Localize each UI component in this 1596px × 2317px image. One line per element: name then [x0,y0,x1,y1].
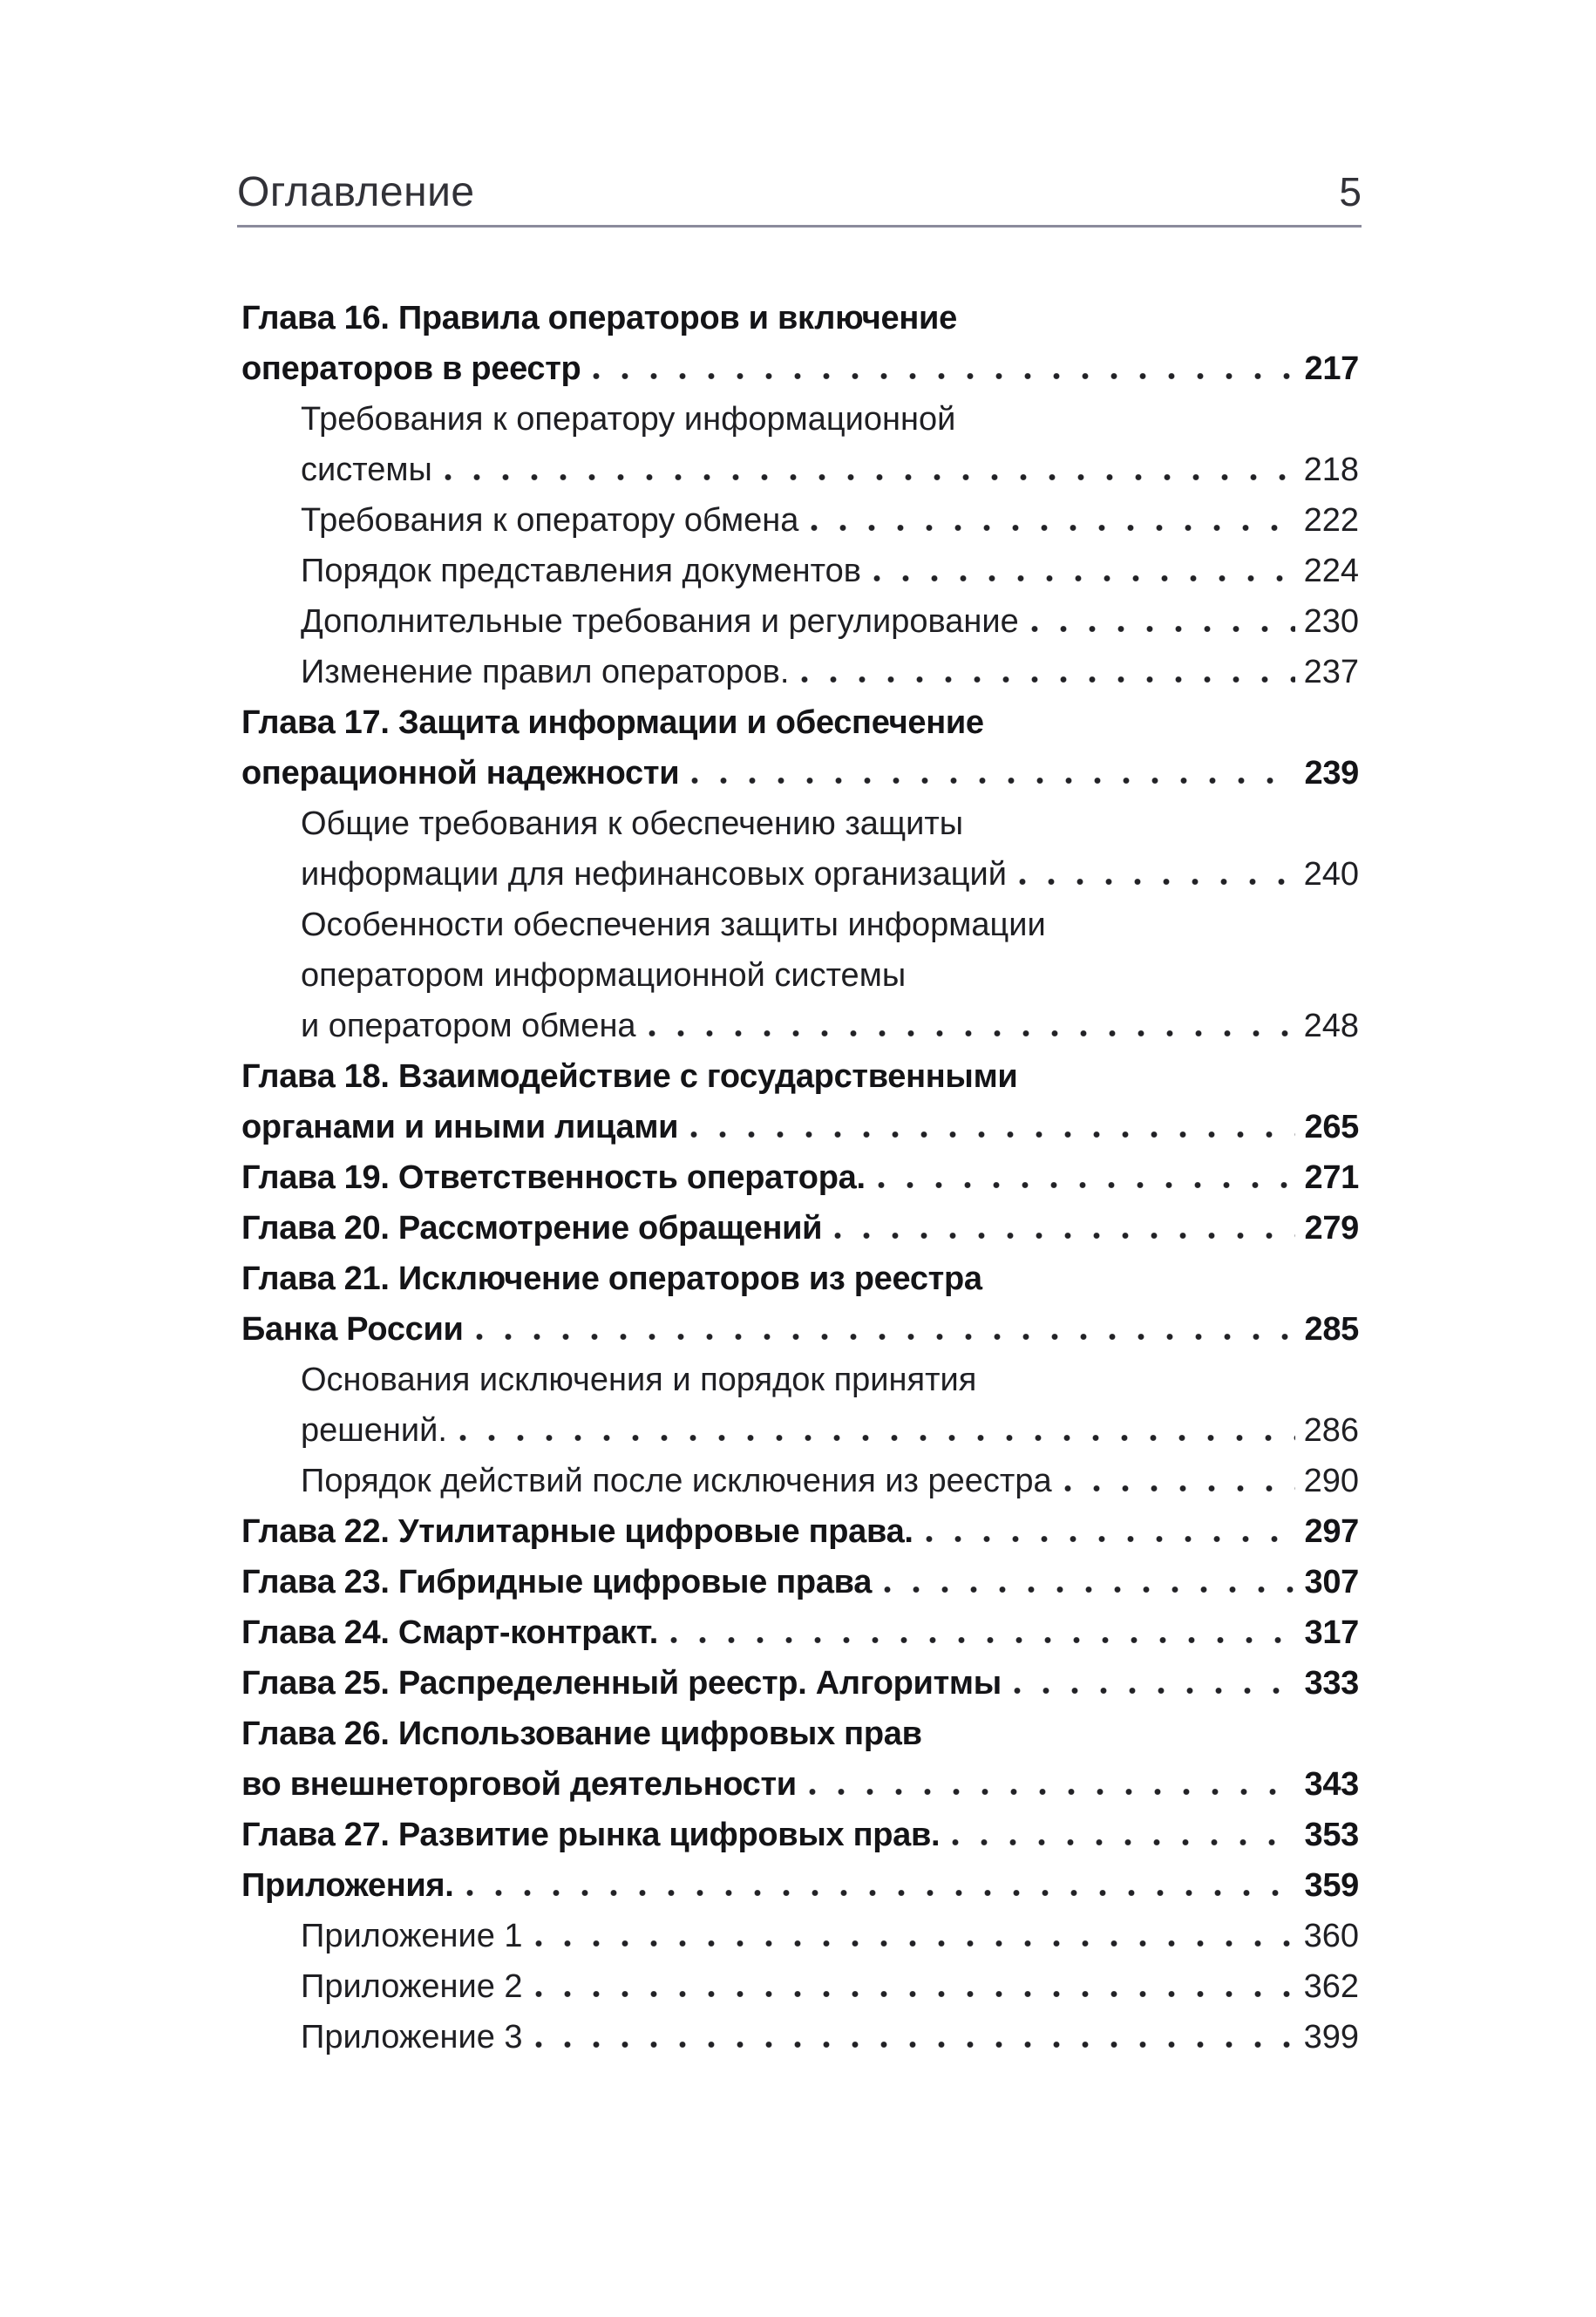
dot-leader [459,1435,1295,1441]
toc-entry [241,1557,1359,1607]
toc-entry-title: Требования к оператору обмена [301,502,799,539]
toc-entry [241,849,1359,900]
dot-leader [1014,1688,1296,1694]
toc-entry [241,1355,1359,1405]
toc-entry [241,1102,1359,1152]
toc-entry-title: во внешнеторговой деятельности [241,1766,797,1803]
toc-entry-page-number: 248 [1303,1008,1359,1044]
dot-leader [801,676,1294,683]
toc-entry-page-number: 230 [1303,603,1359,640]
dot-leader [690,1131,1295,1138]
toc-entry [241,1709,1359,1759]
toc-entry-page-number: 286 [1303,1412,1359,1449]
toc-entry-title: Приложение 2 [301,1968,523,2005]
toc-entry [241,1456,1359,1506]
toc-entry-title: системы [301,452,432,488]
dot-leader [878,1182,1296,1188]
toc-entry [241,1759,1359,1810]
dot-leader [884,1587,1295,1593]
toc-entry [241,900,1359,950]
dot-leader [873,575,1295,581]
toc-entry [241,748,1359,798]
toc-entry [241,1304,1359,1355]
toc-entry-title: Глава 18. Взаимодействие с государственными [241,1058,1018,1095]
toc-entry [241,697,1359,748]
toc-entry [241,445,1359,495]
toc-entry-title: Дополнительные требования и регулирование [301,603,1019,640]
toc-entry-page-number: 265 [1304,1109,1359,1145]
toc-entry-page-number: 359 [1304,1867,1359,1904]
toc-entry-title: Глава 24. Смарт-контракт. [241,1614,659,1651]
dot-leader [649,1030,1295,1036]
dot-leader [1064,1485,1295,1491]
toc-entry-title: операторов в реестр [241,350,581,387]
toc-entry-page-number: 333 [1304,1665,1359,1702]
toc-entry-page-number: 222 [1303,502,1359,539]
toc-entry-title: Глава 16. Правила операторов и включение [241,300,957,336]
toc-entry [241,1607,1359,1658]
dot-leader [466,1890,1296,1896]
toc-entry-page-number: 239 [1304,755,1359,792]
toc-entry [241,1203,1359,1254]
toc-entry-page-number: 362 [1303,1968,1359,2005]
toc-entry-page-number: 360 [1303,1918,1359,1954]
toc-entry-page-number: 307 [1304,1564,1359,1600]
toc-entry [241,1810,1359,1860]
toc-entry [241,343,1359,394]
toc-entry-page-number: 317 [1304,1614,1359,1651]
toc-entry-page-number: 224 [1303,553,1359,589]
toc-entry [241,1860,1359,1911]
toc-entry-title: Глава 22. Утилитарные цифровые права. [241,1513,913,1550]
page-header [237,167,1362,217]
toc-entry [241,2012,1359,2062]
toc-entry-title: Банка России [241,1311,464,1348]
toc-entry-page-number: 297 [1304,1513,1359,1550]
toc-entry-page-number: 217 [1304,350,1359,387]
toc-entry-page-number: 279 [1304,1210,1359,1247]
dot-leader [535,1940,1295,1947]
toc-entry [241,798,1359,849]
dot-leader [952,1839,1295,1845]
toc-entry-title: Глава 17. Защита информации и обеспечение [241,704,984,741]
dot-leader [593,373,1295,379]
toc-entry-title: Порядок действий после исключения из реестра [301,1463,1052,1499]
toc-entry-title: Требования к оператору информационной [301,401,956,438]
toc-entry [241,1961,1359,2012]
toc-entry [241,546,1359,596]
page-title: Оглавление [237,169,475,215]
dot-leader [811,525,1294,531]
toc-entry-title: Общие требования к обеспечению защиты [301,805,964,842]
toc-entry-title: Приложение 3 [301,2019,523,2055]
toc-entry [241,1051,1359,1102]
dot-leader [1031,626,1295,632]
dot-leader [691,778,1295,784]
toc-entry-page-number: 271 [1304,1159,1359,1196]
toc-entry [241,596,1359,647]
toc-entry [241,1152,1359,1203]
dot-leader [476,1334,1296,1340]
toc-entry-page-number: 399 [1303,2019,1359,2055]
toc-entry-title: Глава 25. Распределенный реестр. Алгоритмы [241,1665,1002,1702]
dot-leader [834,1233,1295,1239]
dot-leader [535,1991,1295,1997]
toc-entry [241,394,1359,445]
toc-entry-title: Глава 23. Гибридные цифровые права [241,1564,873,1600]
toc-entry [241,1911,1359,1961]
toc-entry-page-number: 237 [1303,654,1359,690]
toc-entry-title: Порядок представления документов [301,553,861,589]
toc-list [241,293,1359,2062]
toc-entry [241,950,1359,1001]
toc-entry [241,1254,1359,1304]
page-number: 5 [1339,169,1362,214]
toc-entry-page-number: 290 [1303,1463,1359,1499]
toc-entry [241,293,1359,343]
toc-entry-title: Приложение 1 [301,1918,523,1954]
toc-entry-page-number: 353 [1304,1817,1359,1853]
toc-entry-title: органами и иными лицами [241,1109,679,1145]
toc-entry-title: Изменение правил операторов. [301,654,790,690]
toc-entry-page-number: 240 [1303,856,1359,893]
toc-entry [241,1506,1359,1557]
dot-leader [926,1536,1296,1542]
toc-entry [241,1001,1359,1051]
toc-entry [241,647,1359,697]
dot-leader [445,474,1295,480]
toc-entry-title: информации для нефинансовых организаций [301,856,1008,893]
dot-leader [1019,879,1295,885]
toc-entry-title: Глава 26. Использование цифровых прав [241,1716,922,1752]
toc-entry-title: решений. [301,1412,447,1449]
toc-entry-title: и оператором обмена [301,1008,636,1044]
toc-entry-title: Основания исключения и порядок принятия [301,1362,977,1398]
toc-entry-title: Глава 20. Рассмотрение обращений [241,1210,823,1247]
toc-entry-title: Особенности обеспечения защиты информации [301,907,1046,943]
dot-leader [535,2042,1295,2048]
toc-entry-title: Приложения. [241,1867,454,1904]
toc-entry-title: оператором информационной системы [301,957,907,994]
toc-entry-page-number: 285 [1304,1311,1359,1348]
toc-entry-title: Глава 21. Исключение операторов из реестра [241,1260,982,1297]
toc-entry-title: Глава 19. Ответственность оператора. [241,1159,866,1196]
toc-entry-title: Глава 27. Развитие рынка цифровых прав. [241,1817,941,1853]
toc-entry-page-number: 343 [1304,1766,1359,1803]
toc-entry-page-number: 218 [1303,452,1359,488]
dot-leader [809,1789,1296,1795]
toc-entry [241,1405,1359,1456]
dot-leader [670,1637,1295,1643]
toc-entry-title: операционной надежности [241,755,680,792]
toc-entry [241,495,1359,546]
toc-entry [241,1658,1359,1709]
header-divider [237,225,1362,228]
